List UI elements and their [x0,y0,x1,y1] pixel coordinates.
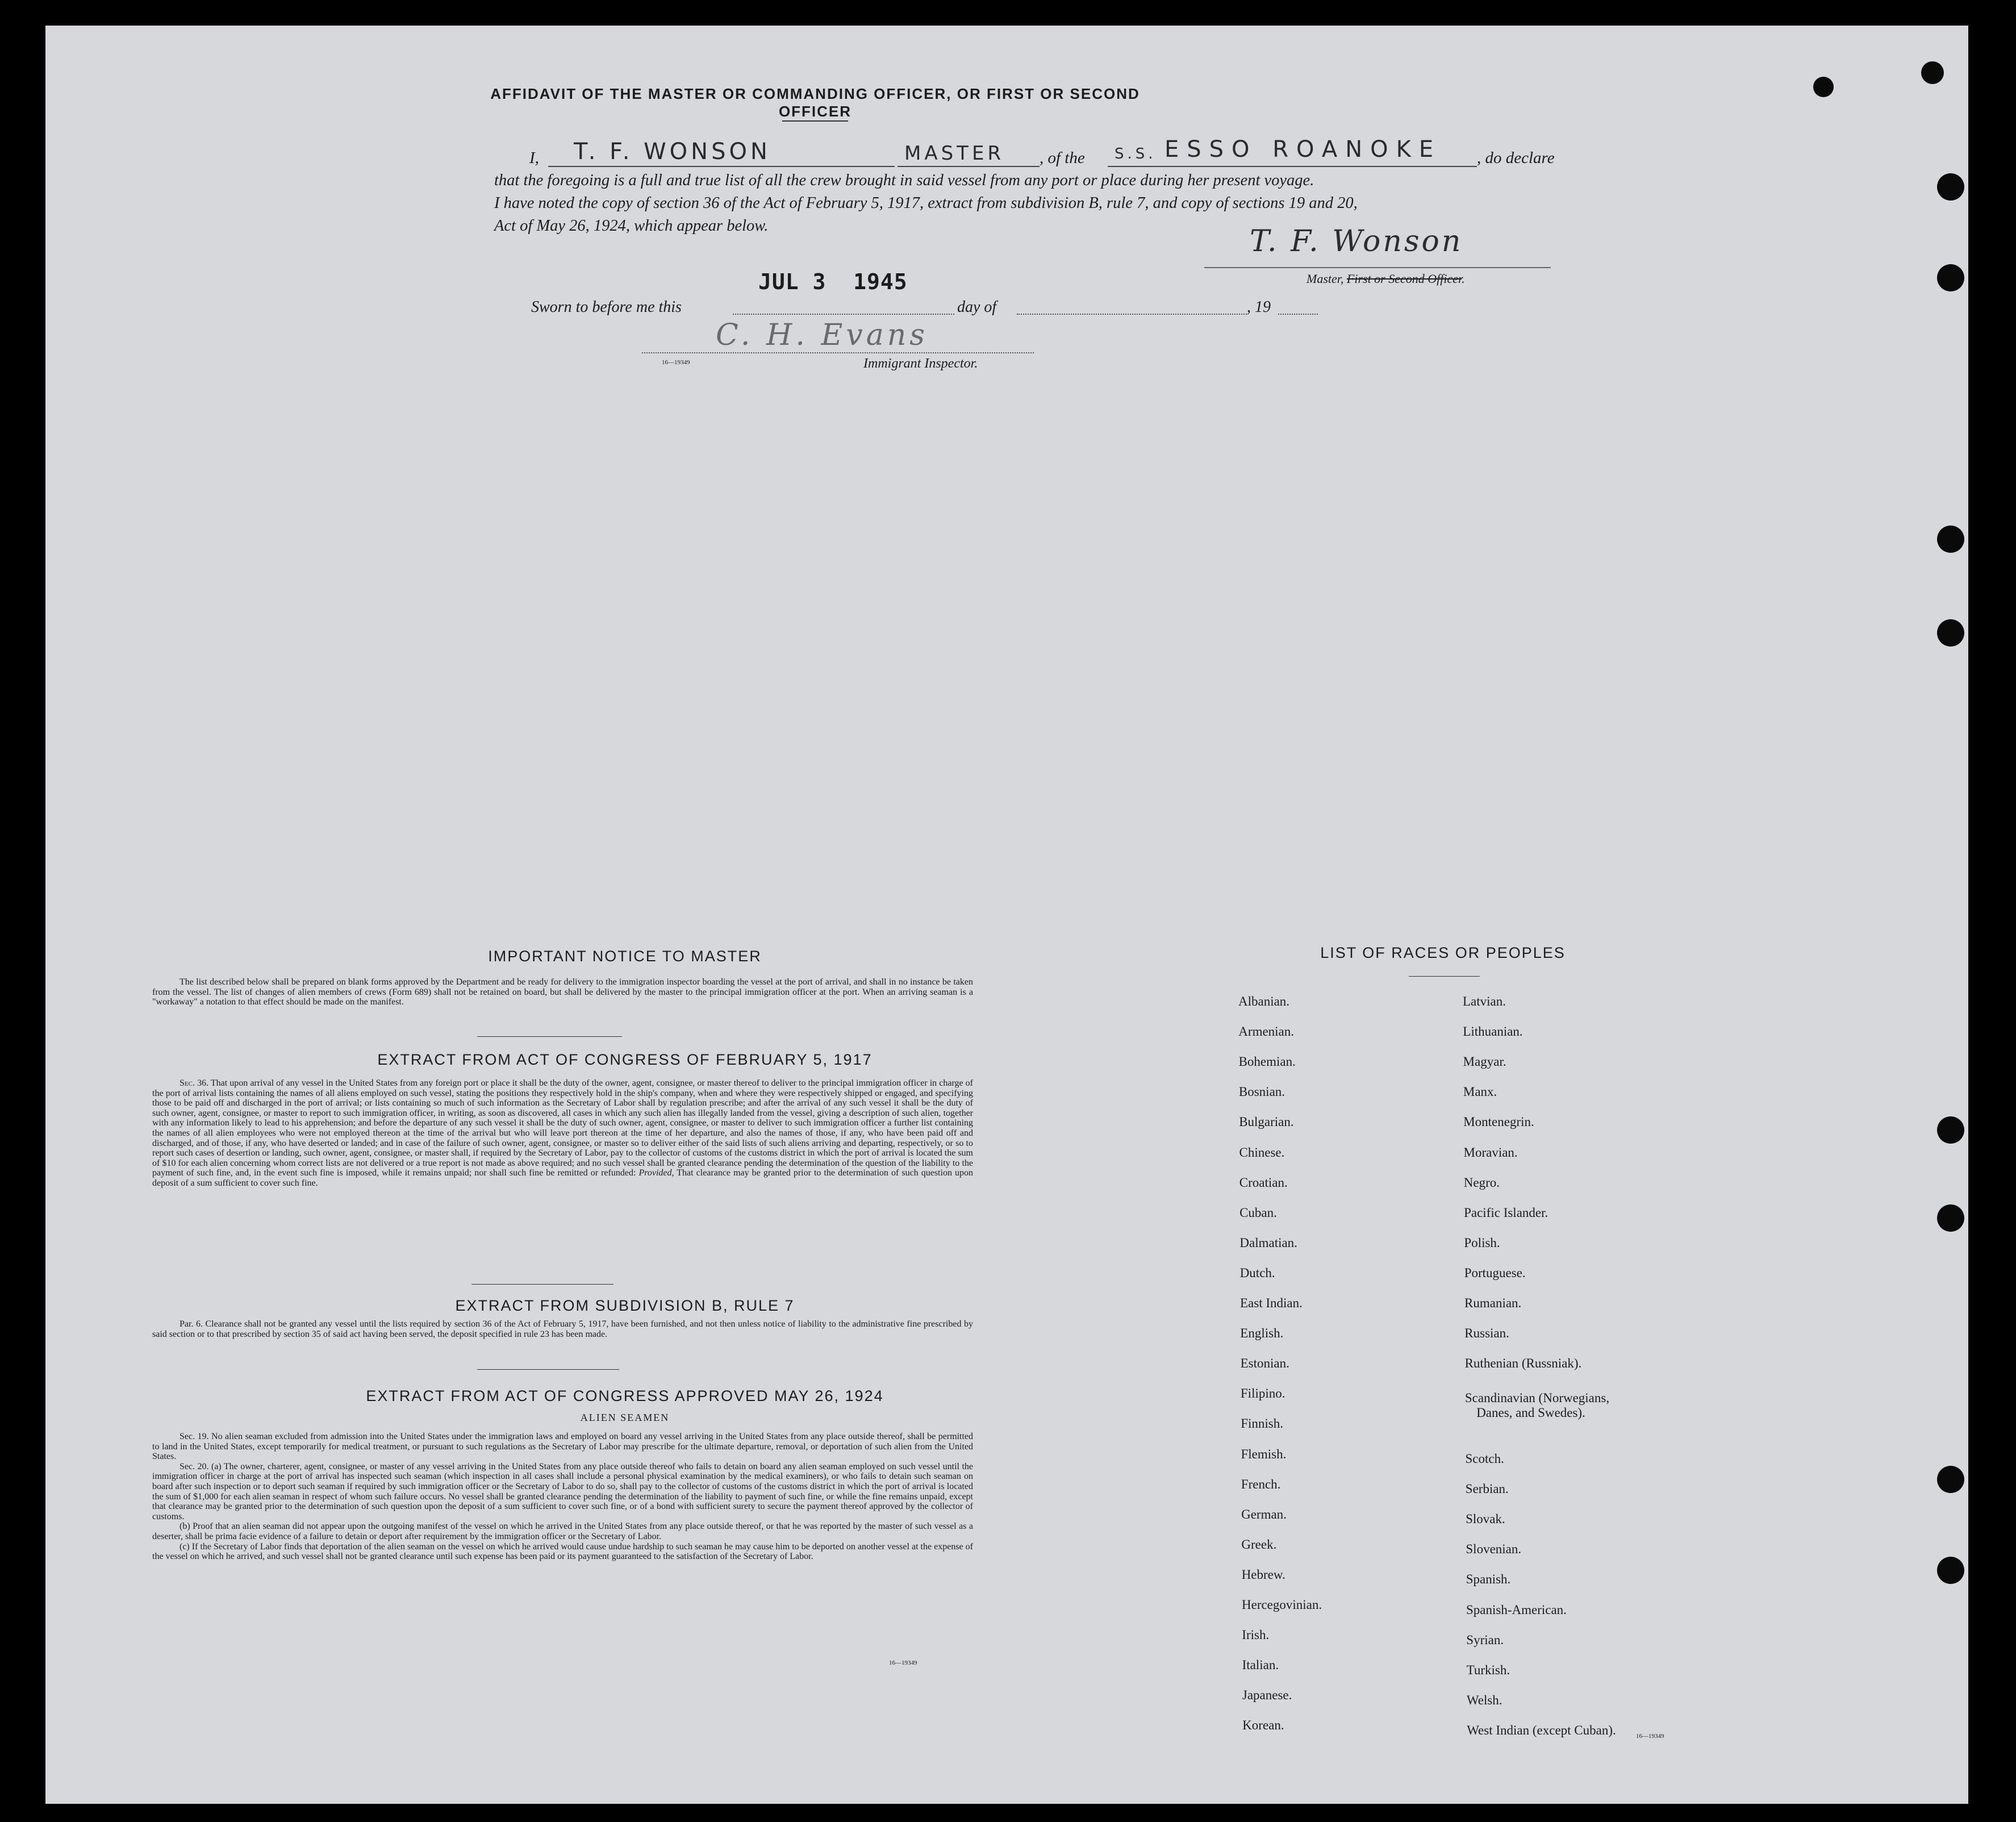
race-item: Syrian. [1466,1632,1504,1647]
date-stamp: JUL 3 1945 [758,269,908,294]
sworn-year-line [1278,314,1318,315]
do-declare-label: , do declare [1477,149,1555,167]
punch-hole [1921,61,1944,84]
race-item: Dalmatian. [1239,1235,1297,1250]
provided-label: Provided, [638,1168,674,1178]
ss-handwritten: S.S. [1115,145,1157,162]
rank-underline [898,166,1040,167]
master-signature: T. F. Wonson [1250,224,1463,259]
race-item: Montenegrin. [1463,1115,1534,1129]
race-item: Irish. [1242,1628,1270,1642]
sec-20c-text: (c) If the Secretary of Labor finds that deportation of the alien seaman on the vessel on which he arrived would cause undue hardship to such seaman he may cause him to be deported on another vessel at the expense of the vessel on which he arrived, and such vessel shall not be granted clearance until such expense has been paid or its payment guaranteed to the satisfaction of the Secretary of Labor. [152,1541,973,1562]
race-item: Filipino. [1240,1386,1285,1401]
race-item: Dutch. [1239,1265,1275,1280]
affidavit-i-label: I, [529,149,539,167]
sec-19-text: Sec. 19. No alien seaman excluded from admission into the United States under the immigration laws and employed on board any vessel arriving in the United States from any place outside thereof, shall be permitted to land in the United States, except temporarily for medical treatment, or pursuant to such regulations as the Secretary of Labor may prescribe for the ultimate departure, removal, or deportation of such alien from the United States. [152,1432,973,1462]
race-item: Negro. [1463,1175,1500,1190]
signature-line [1204,267,1551,268]
race-item: Spanish-American. [1466,1602,1567,1617]
punch-hole [1937,1466,1964,1493]
races-title: LIST OF RACES OR PEOPLES [1320,944,1566,961]
inspector-signature: C. H. Evans [716,318,928,352]
affidavit-line-2: that the foregoing is a full and true list of all the crew brought in said vessel from any port or place during her present voyage. [494,172,1314,189]
race-item: Flemish. [1241,1446,1287,1461]
race-item: West Indian (except Cuban). [1467,1723,1616,1737]
master-name-handwritten: T. F. WONSON [574,139,771,165]
race-item: Cuban. [1239,1205,1277,1220]
race-item: Spanish. [1466,1572,1511,1587]
affidavit-line-4: Act of May 26, 1924, which appear below. [494,217,769,235]
sec-36-label: Sec. 36. [180,1078,209,1088]
race-item: Korean. [1242,1718,1284,1733]
punch-hole [1937,264,1964,291]
race-item: Ruthenian (Russniak). [1464,1356,1582,1371]
rule-7-body [152,1319,973,1339]
punch-hole [1937,1557,1964,1584]
notice-title: IMPORTANT NOTICE TO MASTER [488,948,762,965]
race-item: Magyar. [1463,1054,1506,1069]
race-item: Hebrew. [1241,1567,1285,1582]
divider [782,120,848,122]
of-the-label: , of the [1040,149,1085,167]
race-item: Chinese. [1239,1145,1285,1160]
master-label [1307,272,1465,286]
race-item: Portuguese. [1464,1265,1526,1280]
race-item: Estonian. [1240,1356,1289,1371]
race-item: Slovak. [1466,1512,1505,1527]
race-item: French. [1241,1477,1281,1491]
race-item: Rumanian. [1464,1296,1522,1310]
race-item: Italian. [1242,1658,1279,1673]
year-label: , 19 [1247,298,1271,316]
race-item: Slovenian. [1466,1542,1522,1557]
race-item: Danes, and Swedes). [1476,1406,1585,1420]
affidavit-title: AFFIDAVIT OF THE MASTER OR COMMANDING OFFICER, OR FIRST OR SECOND OFFICER [490,85,1140,120]
alien-seamen-subtitle: ALIEN SEAMEN [580,1412,670,1423]
race-item: Russian. [1464,1326,1509,1341]
race-item: Scandinavian (Norwegians, [1464,1391,1610,1405]
extract-1924-title: EXTRACT FROM ACT OF CONGRESS APPROVED MAY 26, 1924 [366,1387,884,1404]
sworn-day-line [733,314,954,315]
race-item: Hercegovinian. [1242,1598,1322,1612]
sec-36-end: That clearance may be granted prior to the determination of such question upon deposit of a sum sufficient to cover such fine. [152,1168,973,1188]
race-item: Polish. [1464,1235,1500,1250]
race-item: Lithuanian. [1463,1024,1523,1039]
inspector-label: Immigrant Inspector. [863,356,978,371]
extract-form-number: 16—19349 [889,1660,917,1666]
punch-hole [1937,1116,1964,1144]
sec-20b-text: (b) Proof that an alien seaman did not appear upon the outgoing manifest of the vessel on which he arrived in the United States from any place outside thereof, or that he was reported by the master of such vessel as a deserter, shall be prima facie evidence of a failure to detain or deport after requirement by the immigration officer or the Secretary of Labor. [152,1521,973,1541]
race-item: Moravian. [1463,1145,1518,1160]
race-item: Bosnian. [1238,1085,1285,1099]
race-item: Armenian. [1238,1024,1295,1039]
race-item: Japanese. [1242,1688,1292,1703]
punch-hole [1813,77,1834,97]
divider [477,1036,622,1037]
notice-body [152,977,973,1007]
race-item: Finnish. [1241,1416,1283,1431]
race-item: Pacific Islander. [1464,1205,1548,1220]
divider [1409,976,1480,977]
punch-hole [1937,1204,1964,1232]
race-item: Serbian. [1465,1482,1509,1496]
struck-officer-label: First or Second Officer [1346,272,1462,286]
race-item: German. [1241,1507,1287,1521]
sec-20a-text: Sec. 20. (a) The owner, charterer, agent, consignee, or master of any vessel arriving in the United States from any place outside thereof who fails to detain on board any alien seaman employed on such vessel until the immigration officer in charge at the port of arrival has inspected such seaman (which inspection in all cases shall include a personal physical examination by the medical examiners), or who fails to detain such seaman on board after such inspection or to deport such seaman if required by such immigration officer or the Secretary of Labor to do so, shall pay to the collector of customs of the customs district in which the port of arrival is located the sum of $1,000 for each alien seaman in respect of whom such failure occurs. No vessel shall be granted clearance pending the determination of the liability to payment of such fine, or while the fine remains unpaid, except that clearance may be granted prior to the determination of such question upon the deposit of a sum sufficient to cover such fine, or of a bond with sufficient surety to secure the payment thereof approved by the collector of customs. [152,1461,973,1521]
race-item: Bulgarian. [1239,1115,1294,1129]
punch-hole [1937,173,1964,201]
rank-handwritten: MASTER [904,142,1005,165]
race-item: Scotch. [1465,1452,1504,1466]
extract-1917-body [152,1078,973,1189]
divider [471,1284,613,1285]
race-item: Croatian. [1239,1175,1288,1190]
race-item: Welsh. [1466,1692,1502,1707]
race-item: Manx. [1463,1085,1497,1099]
name-underline [548,166,895,167]
extract-1924-body [152,1432,973,1562]
affidavit-form-number: 16—19349 [662,359,690,366]
master-label-end: . [1462,272,1465,286]
affidavit-line-3: I have noted the copy of section 36 of the Act of February 5, 1917, extract from subdivision B, rule 7, and copy of sections 19 and 20, [494,194,1358,212]
rule-7-title: EXTRACT FROM SUBDIVISION B, RULE 7 [455,1297,795,1314]
race-item: Greek. [1241,1537,1277,1552]
punch-hole [1937,619,1964,647]
sec-36-text: That upon arrival of any vessel in the United States from any foreign port or place it shall be the duty of the owner, agent, consignee, or master thereof to deliver to the principal immigration officer in charge of the port of arrival lists containing the names of all aliens employed on such vessel, stating the positions they respectively hold in the ship's company, when and where they were respectively shipped or engaged, and specifying those to be paid off and discharged in the port of arrival; or lists containing so much of such information as the Secretary of Labor shall by regulation prescribe; and after the arrival of any such vessel it shall be the duty of such owner, agent, consignee, or master to report to such immigration officer, in writing, as soon as discovered, all cases in which any such alien has illegally landed from the vessel, giving a description of such alien, together with any information likely to lead to his apprehension; and before the departure of any such vessel it shall be the duty of such owner, agent, consignee, or master to deliver to such immigration officer a further list containing the names of all alien employees who were not employed thereon at the time of the arrival but who will leave port thereon at the time of her departure, and also the names of those, if any, who have been paid off and discharged, and of those, if any, who have deserted or landed; and in case of the failure of such owner, agent, consignee, or master so to deliver either of the said lists of such aliens arriving and departing, respectively, or so to report such cases of desertion or landing, such owner, agent, consignee, or master shall, if required by the Secretary of Labor, pay to the collector of customs of the customs district in which the port of arrival is located the sum of $10 for each alien concerning whom correct lists are not delivered or a true report is not made as above required; and no such vessel shall be granted clearance pending the determination of the question of the liability to the payment of such fine, and, in the event such fine is imposed, while it remains unpaid; nor shall such fine be remitted or refunded: [152,1078,974,1178]
day-of-label: day of [957,298,997,316]
divider [477,1369,619,1370]
vessel-underline [1108,166,1477,167]
race-item: Albanian. [1238,994,1290,1008]
sworn-month-line [1017,314,1247,315]
race-item: Bohemian. [1238,1054,1296,1069]
race-item: English. [1240,1326,1284,1341]
rule-7-text: Par. 6. Clearance shall not be granted any vessel until the lists required by section 36 of the Act of February 5, 1917, have been furnished, and not then unless notice of liability to the administrative fine prescribed by said section or to that prescribed by section 35 of said act having been served, the deposit specified in rule 23 has been made. [152,1319,973,1339]
vessel-name-handwritten: ESSO ROANOKE [1164,136,1442,162]
notice-text: The list described below shall be prepared on blank forms approved by the Department and be ready for delivery to the immigration inspector boarding the vessel at the port of arrival, and shall in no instance be taken from the vessel. The list of changes of alien members of crews (Form 689) shall not be retained on board, but shall be delivered by the master to the principal immigration officer at the port. When an arriving seaman is a "workaway" a notation to that effect should be made on the manifest. [152,977,973,1007]
races-form-number: 16—19349 [1636,1733,1664,1740]
extract-1917-title: EXTRACT FROM ACT OF CONGRESS OF FEBRUARY 5, 1917 [377,1051,873,1068]
sworn-label: Sworn to before me this [531,298,682,316]
punch-hole [1937,526,1964,553]
race-item: Latvian. [1463,994,1506,1008]
inspector-line [642,352,1034,353]
race-item: East Indian. [1240,1296,1303,1310]
master-label-text: Master, [1307,272,1344,286]
race-item: Turkish. [1466,1662,1510,1677]
